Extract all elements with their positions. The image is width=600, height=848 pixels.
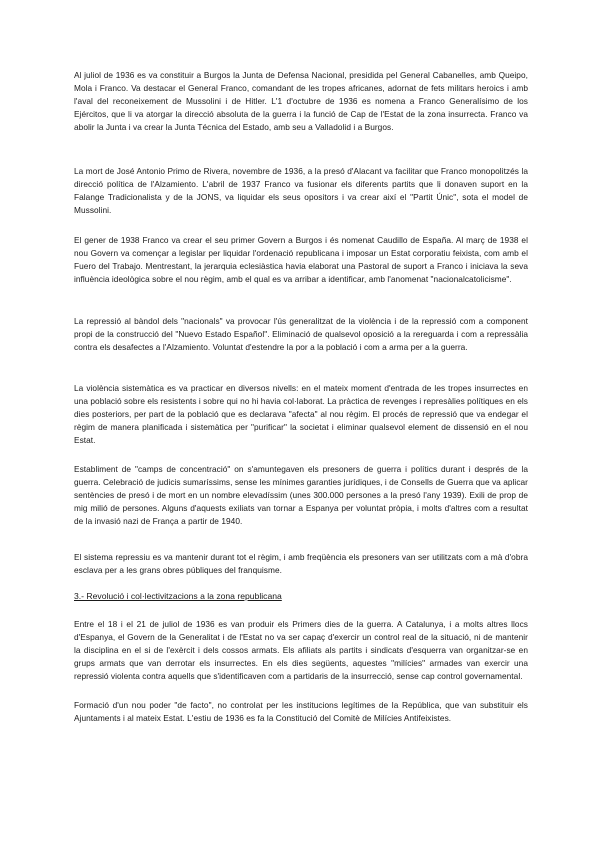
paragraph-camps-concentracio: Establiment de "camps de concentració" on s'amuntegaven els presoners de guerra i polítics durant i després de la guerra. Celebració de judicis sumaríssims, sense les mínimes garanties jurídiques, i de Consells de Guerra que va aplicar sentències de presó i de mort en un nombre elevadíssim (unes 300.000 persones a la presó l'any 1939). Exili de prop de mig milió de persones. Alguns d'aquests exiliats van tornar a Espanya per voluntat pròpia, i molts d'altres com a resultat de la invasió nazi de França a partir de 1940. [74, 464, 528, 526]
paragraph-primer-govern: El gener de 1938 Franco va crear el seu primer Govern a Burgos i és nomenat Caudillo de España. Al març de 1938 el nou Govern va començar a legislar per liquidar l'ordenació republicana i imposar un Estat corporatiu feixista, com amb el Fuero del Trabajo. Mentrestant, la jerarquia eclesiàstica havia elaborat una Pastoral de suport a Franco i iniciava la seva influència ideològica sobre el nou règim, amb el qual es va arribar a identificar, amb l'anomenat "nacionalcatolicisme". [74, 235, 528, 284]
paragraph-violencia-sistematica: La violència sistemàtica es va practicar en diversos nivells: en el mateix moment d'entrada de les tropes insurrectes en una població sobre els resistents i sobre qui no hi havia col·laborat. La pràctica de revenges i represàlies polítiques en els dies posteriors, per part de la població que es declarava "afecta" al nou règim. El procés de repressió que va endegar el règim de manera planificada i sistemàtica per "purificar" la societat i eliminar qualsevol element de dissensió en el nou Estat. [74, 383, 528, 445]
section-heading: 3.- Revolució i col·lectivitzacions a la zona republicana [74, 591, 282, 601]
paragraph-primers-dies: Entre el 18 i el 21 de juliol de 1936 es van produir els Primers dies de la guerra. A Catalunya, i a molts altres llocs d'Espanya, el Govern de la Generalitat i de l'Estat no va ser capaç d'exercir un control real de la situació, ni de mantenir la disciplina en el si de l'exèrcit i dels cossos armats. Els afiliats als partits i sindicats d'esquerra van organitzar-se en grups armats que van derrotar els insurrectes. En els dies següents, aquestes "milícies" armades van exercir una repressió violenta contra aquells que s'identificaven com a partidaris de la insurrecció, sense cap control governamental. [74, 619, 528, 681]
paragraph-junta-defensa: Al juliol de 1936 es va constituir a Burgos la Junta de Defensa Nacional, presidida pel General Cabanelles, amb Queipo, Mola i Franco. Va destacar el General Franco, comandant de les tropes africanes, adornat de fets militars heroics i amb l'aval del reconeixement de Mussolini i de Hitler. L'1 d'octubre de 1936 es nomena a Franco Generalísimo de los Ejércitos, que li va atorgar la direcció absoluta de la guerra i la funció de Cap de l'Estat de la zona insurrecta. Franco va abolir la Junta i va crear la Junta Técnica del Estado, amb seu a Valladolid i a Burgos. [74, 70, 528, 132]
paragraph-primo-de-rivera: La mort de José Antonio Primo de Rivera, novembre de 1936, a la presó d'Alacant va facilitar que Franco monopolitzés la direcció política de l'Alzamiento. L'abril de 1937 Franco va fusionar els diferents partits que li donaven suport en la Falange Tradicionalista y de la JONS, va liquidar els seus opositors i va crear així el "Partit Únic", sota el model de Mussolini. [74, 166, 528, 215]
paragraph-sistema-repressiu: El sistema repressiu es va mantenir durant tot el règim, i amb freqüència els presoners van ser utilitzats com a mà d'obra esclava per a les grans obres públiques del franquisme. [74, 552, 528, 575]
paragraph-poder-de-facto: Formació d'un nou poder "de facto", no controlat per les institucions legítimes de la República, que van substituir els Ajuntaments i al mateix Estat. L'estiu de 1936 es fa la Constitució del Comitè de Milícies Antifeixistes. [74, 700, 528, 723]
paragraph-repressio-nacionals: La repressió al bàndol dels "nacionals" va provocar l'ús generalitzat de la violència i de la repressió com a component propi de la construcció del "Nuevo Estado Español". Eliminació de qualsevol oposició a la rereguarda i com a repressàlia contra els desafectes a l'Alzamiento. Voluntat d'estendre la por a la població i com a arma per a la guerra. [74, 316, 528, 352]
